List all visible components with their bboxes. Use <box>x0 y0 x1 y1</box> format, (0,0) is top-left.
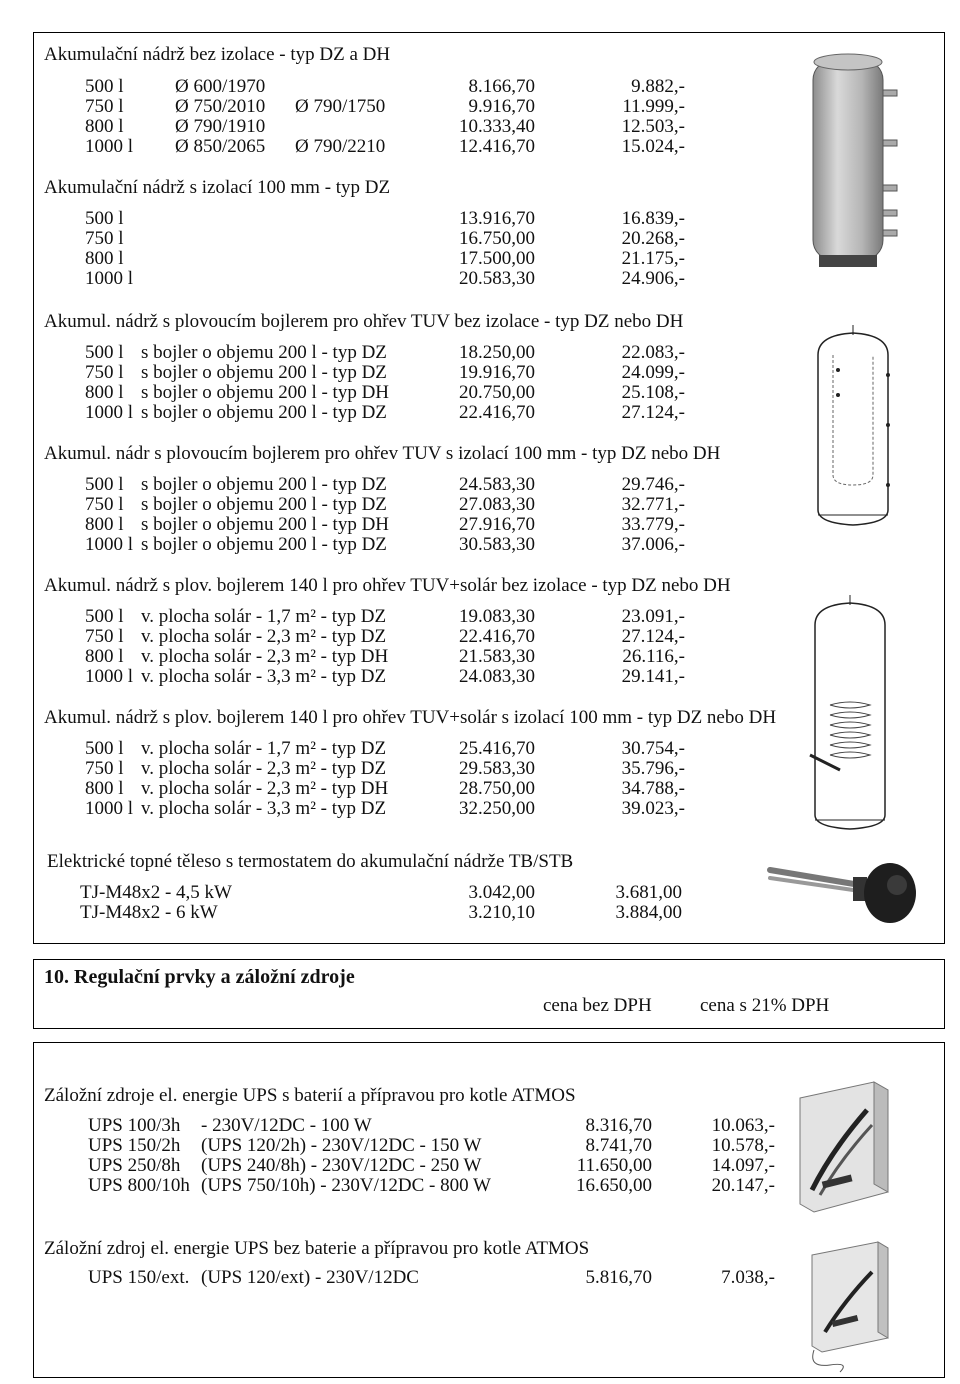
vol: 500 l <box>85 738 124 759</box>
vol: 500 l <box>85 208 124 229</box>
section-heading-tanks-solar-insulated: Akumul. nádrž s plov. bojlerem 140 l pro ohřev TUV+solár s izolací 100 mm - typ DZ nebo DH <box>44 707 777 728</box>
product-name: UPS 800/10h <box>88 1175 190 1196</box>
price-vat: 24.099,- <box>621 362 685 383</box>
vol: 750 l <box>85 758 124 779</box>
vol: 1000 l <box>85 268 134 289</box>
desc: v. plocha solár - 2,3 m² - typ DH <box>141 778 389 799</box>
price-net: 20.583,30 <box>459 268 535 289</box>
vol: 750 l <box>85 626 124 647</box>
desc: v. plocha solár - 3,3 m² - typ DZ <box>141 798 387 819</box>
desc: (UPS 120/2h) - 230V/12DC - 150 W <box>201 1135 482 1156</box>
desc: s bojler o objemu 200 l - typ DZ <box>141 362 387 383</box>
price-vat: 29.141,- <box>621 666 685 687</box>
dimension: Ø 750/2010 <box>175 96 266 117</box>
price-vat: 25.108,- <box>621 382 685 403</box>
price-net: 10.333,40 <box>459 116 535 137</box>
vol: 800 l <box>85 514 124 535</box>
price-net: 5.816,70 <box>585 1267 652 1288</box>
desc: v. plocha solár - 2,3 m² - typ DH <box>141 646 389 667</box>
price-net: 8.741,70 <box>585 1135 652 1156</box>
desc: s bojler o objemu 200 l - typ DZ <box>141 534 387 555</box>
desc: s bojler o objemu 200 l - typ DZ <box>141 494 387 515</box>
desc: s bojler o objemu 200 l - typ DZ <box>141 342 387 363</box>
ups-battery-image <box>792 1080 897 1220</box>
price-vat: 12.503,- <box>621 116 685 137</box>
product-name: TJ-M48x2 - 4,5 kW <box>80 882 232 903</box>
product-name: UPS 150/2h <box>88 1135 181 1156</box>
price-net: 19.916,70 <box>459 362 535 383</box>
desc: - 230V/12DC - 100 W <box>201 1115 372 1136</box>
desc: s bojler o objemu 200 l - typ DZ <box>141 474 387 495</box>
price-net: 17.500,00 <box>459 248 535 269</box>
price-vat: 33.779,- <box>621 514 685 535</box>
vol: 500 l <box>85 76 124 97</box>
price-vat: 9.882,- <box>631 76 685 97</box>
vol: 750 l <box>85 228 124 249</box>
dimension-alt: Ø 790/2210 <box>295 136 386 157</box>
price-net: 30.583,30 <box>459 534 535 555</box>
product-name: UPS 150/ext. <box>88 1267 190 1288</box>
desc: v. plocha solár - 1,7 m² - typ DZ <box>141 738 387 759</box>
section-10-title: 10. Regulační prvky a záložní zdroje <box>44 966 355 988</box>
vol: 1000 l <box>85 798 134 819</box>
product-name: UPS 250/8h <box>88 1155 181 1176</box>
vol: 800 l <box>85 116 124 137</box>
price-net: 16.750,00 <box>459 228 535 249</box>
price-vat: 26.116,- <box>622 646 685 667</box>
vol: 750 l <box>85 362 124 383</box>
price-vat: 3.884,00 <box>615 902 682 923</box>
desc: s bojler o objemu 200 l - typ DZ <box>141 402 387 423</box>
price-vat: 14.097,- <box>711 1155 775 1176</box>
insulated-tank-image <box>805 45 905 275</box>
vol: 800 l <box>85 382 124 403</box>
section-heading-tanks-boiler-insulated: Akumul. nádr s plovoucím bojlerem pro ohřev TUV s izolací 100 mm - typ DZ nebo DH <box>44 443 721 464</box>
vol: 800 l <box>85 646 124 667</box>
price-vat: 20.268,- <box>621 228 685 249</box>
price-vat: 23.091,- <box>621 606 685 627</box>
price-vat: 24.906,- <box>621 268 685 289</box>
price-net: 24.083,30 <box>459 666 535 687</box>
price-vat: 37.006,- <box>621 534 685 555</box>
solar-tank-drawing <box>805 595 900 840</box>
dimension: Ø 600/1970 <box>175 76 266 97</box>
vol: 1000 l <box>85 534 134 555</box>
price-vat: 29.746,- <box>621 474 685 495</box>
price-net: 27.083,30 <box>459 494 535 515</box>
price-vat: 39.023,- <box>621 798 685 819</box>
price-vat: 3.681,00 <box>615 882 682 903</box>
price-vat: 10.063,- <box>711 1115 775 1136</box>
vol: 1000 l <box>85 402 134 423</box>
price-vat: 27.124,- <box>621 402 685 423</box>
vol: 750 l <box>85 96 124 117</box>
section-heading-tanks-boiler: Akumul. nádrž s plovoucím bojlerem pro ohřev TUV bez izolace - typ DZ nebo DH <box>44 311 684 332</box>
price-net: 8.166,70 <box>468 76 535 97</box>
dimension: Ø 790/1910 <box>175 116 266 137</box>
price-vat: 15.024,- <box>621 136 685 157</box>
desc: v. plocha solár - 1,7 m² - typ DZ <box>141 606 387 627</box>
vol: 750 l <box>85 494 124 515</box>
price-vat: 22.083,- <box>621 342 685 363</box>
desc: s bojler o objemu 200 l - typ DH <box>141 382 390 403</box>
price-net: 25.416,70 <box>459 738 535 759</box>
dimension-alt: Ø 790/1750 <box>295 96 386 117</box>
price-net: 11.650,00 <box>576 1155 652 1176</box>
price-vat: 11.999,- <box>622 96 685 117</box>
desc: (UPS 750/10h) - 230V/12DC - 800 W <box>201 1175 491 1196</box>
section-heading-tanks-insulated: Akumulační nádrž s izolací 100 mm - typ DZ <box>44 177 391 198</box>
price-net: 12.416,70 <box>459 136 535 157</box>
price-net: 22.416,70 <box>459 402 535 423</box>
price-net: 3.042,00 <box>468 882 535 903</box>
desc: v. plocha solár - 3,3 m² - typ DZ <box>141 666 387 687</box>
price-net: 18.250,00 <box>459 342 535 363</box>
section-heading-ups-no-battery: Záložní zdroj el. energie UPS bez baterie a přípravou pro kotle ATMOS <box>44 1238 590 1259</box>
price-net: 19.083,30 <box>459 606 535 627</box>
section-heading-tanks-no-insulation: Akumulační nádrž bez izolace - typ DZ a DH <box>44 44 391 65</box>
price-net: 22.416,70 <box>459 626 535 647</box>
dimension: Ø 850/2065 <box>175 136 266 157</box>
price-net: 9.916,70 <box>468 96 535 117</box>
price-net: 27.916,70 <box>459 514 535 535</box>
vol: 500 l <box>85 342 124 363</box>
price-vat: 35.796,- <box>621 758 685 779</box>
price-net: 24.583,30 <box>459 474 535 495</box>
price-vat: 10.578,- <box>711 1135 775 1156</box>
price-net: 20.750,00 <box>459 382 535 403</box>
price-net: 28.750,00 <box>459 778 535 799</box>
vol: 1000 l <box>85 666 134 687</box>
desc: (UPS 120/ext) - 230V/12DC <box>201 1267 419 1288</box>
section-heading-ups-battery: Záložní zdroje el. energie UPS s baterií a přípravou pro kotle ATMOS <box>44 1085 576 1106</box>
price-net: 8.316,70 <box>585 1115 652 1136</box>
price-vat: 32.771,- <box>621 494 685 515</box>
price-vat: 16.839,- <box>621 208 685 229</box>
vol: 500 l <box>85 606 124 627</box>
col-header-price-net: cena bez DPH <box>543 995 652 1016</box>
price-net: 32.250,00 <box>459 798 535 819</box>
price-vat: 20.147,- <box>711 1175 775 1196</box>
desc: s bojler o objemu 200 l - typ DH <box>141 514 390 535</box>
ups-no-battery-image <box>800 1240 895 1378</box>
price-net: 29.583,30 <box>459 758 535 779</box>
vol: 500 l <box>85 474 124 495</box>
price-vat: 7.038,- <box>721 1267 775 1288</box>
price-net: 3.210,10 <box>468 902 535 923</box>
section-heading-tanks-solar: Akumul. nádrž s plov. bojlerem 140 l pro ohřev TUV+solár bez izolace - typ DZ nebo DH <box>44 575 731 596</box>
heating-element-image <box>765 855 920 930</box>
product-name: TJ-M48x2 - 6 kW <box>80 902 218 923</box>
desc: v. plocha solár - 2,3 m² - typ DZ <box>141 758 387 779</box>
price-net: 21.583,30 <box>459 646 535 667</box>
section-heading-heating-element: Elektrické topné těleso s termostatem do akumulační nádrže TB/STB <box>47 851 574 872</box>
vol: 800 l <box>85 248 124 269</box>
vol: 1000 l <box>85 136 134 157</box>
price-vat: 27.124,- <box>621 626 685 647</box>
price-vat: 34.788,- <box>621 778 685 799</box>
price-net: 16.650,00 <box>576 1175 652 1196</box>
desc: (UPS 240/8h) - 230V/12DC - 250 W <box>201 1155 482 1176</box>
vol: 800 l <box>85 778 124 799</box>
col-header-price-vat: cena s 21% DPH <box>700 995 830 1016</box>
product-name: UPS 100/3h <box>88 1115 181 1136</box>
price-vat: 21.175,- <box>621 248 685 269</box>
desc: v. plocha solár - 2,3 m² - typ DZ <box>141 626 387 647</box>
price-vat: 30.754,- <box>621 738 685 759</box>
price-net: 13.916,70 <box>459 208 535 229</box>
boiler-tank-drawing <box>808 325 898 535</box>
